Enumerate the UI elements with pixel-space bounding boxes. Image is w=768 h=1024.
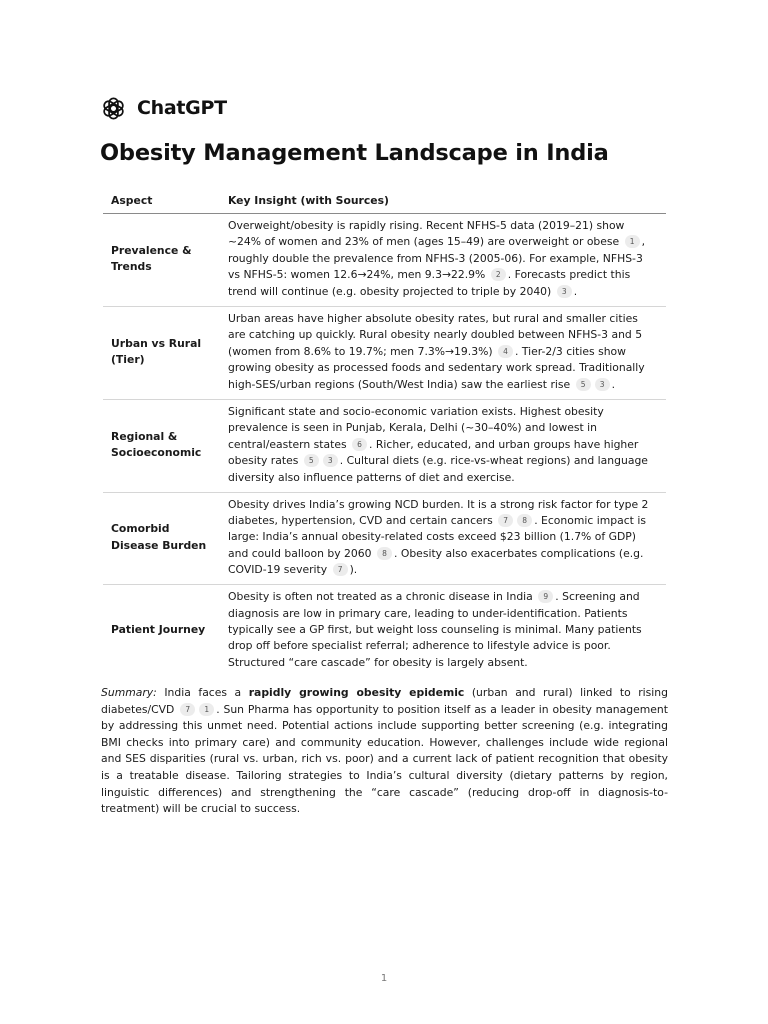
table-header-row [103,190,666,213]
citation-badge[interactable]: 7 [333,563,348,576]
citation-badge[interactable]: 6 [352,438,367,451]
insight-text: ). [349,563,358,577]
insight-text: . Economic impact is large: India’s annual obesity-related costs exceed $23 billion (1.7% of GDP) and could balloon by 2060 [228,513,646,560]
brand [100,94,227,122]
citation-badge[interactable]: 2 [491,268,506,281]
aspect-cell: Comorbid Disease Burden [103,492,220,584]
insight-text: Obesity drives India’s growing NCD burden. It is a strong risk factor for type 2 diabetes, hypertension, CVD and certain cancers [228,497,649,527]
summary-rest: . Sun Pharma has opportunity to position itself as a leader in obesity management by addressing this unmet need. Potential actions include supporting better screening (e.g. integrating BMI checks into primary care) and community education. However, challenges include wide regional and SES disparities (rural vs. urban, rich vs. poor) and a current lack of patient recognition that obesity is a treatable disease. Tailoring strategies to India’s cultural diversity (dietary patterns by region, linguistic differences) and strengthening the “care cascade” (reducing drop-off in diagnosis-to-treatment) will be crucial to success. [101,702,668,816]
insight-text: Significant state and socio-economic variation exists. Highest obesity prevalence is seen in Punjab, Kerala, Delhi (~30–40%) and lowest in central/eastern states [228,404,604,451]
aspect-cell: Urban vs Rural (Tier) [103,306,220,399]
summary-paragraph [101,685,668,818]
summary-intro: India faces a [156,686,249,699]
citation-badge[interactable]: 8 [377,547,392,560]
table-row [103,399,666,492]
insight-text: . [611,377,616,391]
insight-text: . Forecasts predict this trend will continue (e.g. obesity projected to triple by 2040) [228,268,631,298]
insight-text: Overweight/obesity is rapidly rising. Recent NFHS-5 data (2019–21) show ~24% of women and 23% of men (ages 15–49) are overweight or obese [228,218,625,249]
table-body [103,213,666,677]
header-key-insight: Key Insight (with Sources) [220,190,666,213]
summary-after-highlight: (urban and rural) linked to rising diabetes/CVD [101,686,668,716]
table-row [103,306,666,399]
insight-text: Obesity is often not treated as a chronic disease in India [228,590,537,604]
aspect-cell: Patient Journey [103,584,220,677]
insight-text: Urban areas have higher absolute obesity rates, but rural and smaller cities are catching up quickly. Rural obesity nearly doubled between NFHS-3 and 5 (women from 8.6% to 19.7%; men 7.3%→19.3%) [228,311,643,358]
insight-text: . Screening and diagnosis are low in primary care, leading to under-identification. Patients typically see a GP first, but weight loss counseling is minimal. Many patients drop off before specialist referral; adherence to lifestyle advice is poor. Structured “care cascade” for obesity is largely absent. [228,590,642,669]
insight-cell [220,399,666,492]
citation-badge[interactable]: 3 [323,454,338,467]
insight-cell [220,492,666,584]
citation-badge[interactable]: 3 [595,378,610,391]
table-row [103,492,666,584]
insight-text: . Tier-2/3 cities show growing obesity as processed foods and sedentary work spread. Traditionally high-SES/urban regions (South/West India) saw the earliest rise [228,344,645,391]
insight-cell [220,213,666,306]
aspect-cell: Regional & Socioeconomic [103,399,220,492]
insight-cell [220,306,666,399]
citation-badge[interactable]: 9 [538,590,553,603]
openai-logo-icon [100,95,127,122]
insight-text: . Obesity also exacerbates complications (e.g. COVID-19 severity [228,546,644,577]
insight-cell [220,584,666,677]
table-row [103,213,666,306]
header-aspect: Aspect [103,190,220,213]
summary-highlight: rapidly growing obesity epidemic [248,686,465,699]
citation-badge[interactable]: 7 [498,514,513,527]
insight-text: , roughly double the prevalence from NFHS-3 (2005-06). For example, NFHS-3 vs NFHS-5: women 12.6→24%, men 9.3→22.9% [228,235,646,282]
citation-badge[interactable]: 5 [576,378,591,391]
citation-badge[interactable]: 8 [517,514,532,527]
citation-badge[interactable]: 7 [180,703,195,716]
citation-badge[interactable]: 4 [498,345,513,358]
summary-label: Summary: [101,686,157,699]
insight-text: . Cultural diets (e.g. rice-vs-wheat regions) and language diversity also influence patterns of diet and exercise. [228,454,648,484]
brand-name: ChatGPT [137,97,227,119]
aspect-cell: Prevalence & Trends [111,243,192,273]
citation-badge[interactable]: 3 [557,285,572,298]
insight-text: . [573,284,578,298]
citation-badge[interactable]: 1 [625,235,640,248]
table-row [103,584,666,677]
page-number: 1 [380,973,388,984]
citation-badge[interactable]: 1 [199,703,214,716]
page-title: Obesity Management Landscape in India [100,140,609,166]
insights-table [103,190,666,677]
insight-text: . Richer, educated, and urban groups have higher obesity rates [228,437,639,468]
citation-badge[interactable]: 5 [304,454,319,467]
